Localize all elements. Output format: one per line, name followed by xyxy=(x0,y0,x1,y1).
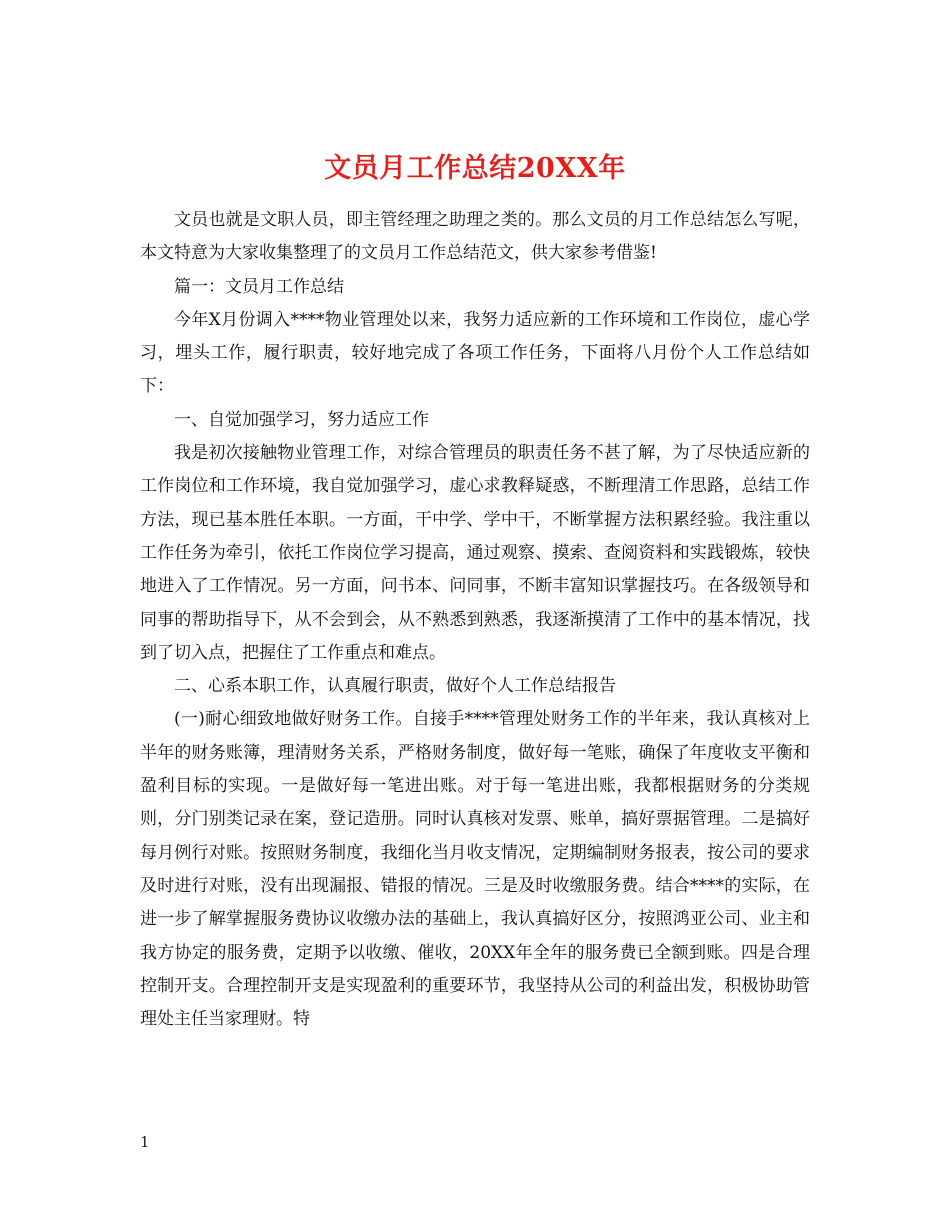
opening-paragraph: 今年X月份调入****物业管理处以来，我努力适应新的工作环境和工作岗位，虚心学习，埋头工作，履行职责，较好地完成了各项工作任务，下面将八月份个人工作总结如下： xyxy=(140,309,810,397)
finance-paragraph: (一)耐心细致地做好财务工作。自接手****管理处财务工作的半年来，我认真核对上半年的财务账簿，理清财务关系，严格财务制度，做好每一笔账，确保了年度收支平衡和盈利目标的实现。一是做好每一笔进出账。对于每一笔进出账，我都根据财务的分类规则，分门别类记录在案，登记造册。同时认真核对发票、账单，搞好票据管理。二是搞好每月例行对账。按照财务制度，我细化当月收支情况，定期编制财务报表，按公司的要求及时进行对账，没有出现漏报、错报的情况。三是及时收缴服务费。结合****的实际，在进一步了解掌握服务费协议收缴办法的基础上，我认真搞好区分，按照鸿亚公司、业主和我方协定的服务费，定期予以收缴、催收，20XX年全年的服务费已全额到账。四是合理控制开支。合理控制开支是实现盈利的重要环节，我坚持从公司的利益出发，积极协助管理处主任当家理财。特 xyxy=(140,709,810,1030)
intro-paragraph: 文员也就是文职人员，即主管经理之助理之类的。那么文员的月工作总结怎么写呢，本文特意为大家收集整理了的文员月工作总结范文，供大家参考借鉴! xyxy=(140,210,810,264)
heading-study: 一、自觉加强学习，努力适应工作 xyxy=(174,409,429,430)
study-paragraph: 我是初次接触物业管理工作，对综合管理员的职责任务不甚了解，为了尽快适应新的工作岗位和工作环境，我自觉加强学习，虚心求教释疑惑，不断理清工作思路，总结工作方法，现已基本胜任本职。一方面，干中学、学中干，不断掌握方法积累经验。我注重以工作任务为牵引，依托工作岗位学习提高，通过观察、摸索、查阅资料和实践锻炼，较快地进入了工作情况。另一方面，问书本、问同事，不断丰富知识掌握技巧。在各级领导和同事的帮助指导下，从不会到会，从不熟悉到熟悉，我逐渐摸清了工作中的基本情况，找到了切入点，把握住了工作重点和难点。 xyxy=(140,443,810,663)
document-title: 文员月工作总结20XX年 xyxy=(324,153,626,185)
page-number: 1 xyxy=(140,1133,150,1151)
section-heading-part-one: 篇一：文员月工作总结 xyxy=(174,276,344,297)
document-body xyxy=(140,204,810,1036)
heading-duties: 二、心系本职工作，认真履行职责，做好个人工作总结报告 xyxy=(174,676,616,697)
